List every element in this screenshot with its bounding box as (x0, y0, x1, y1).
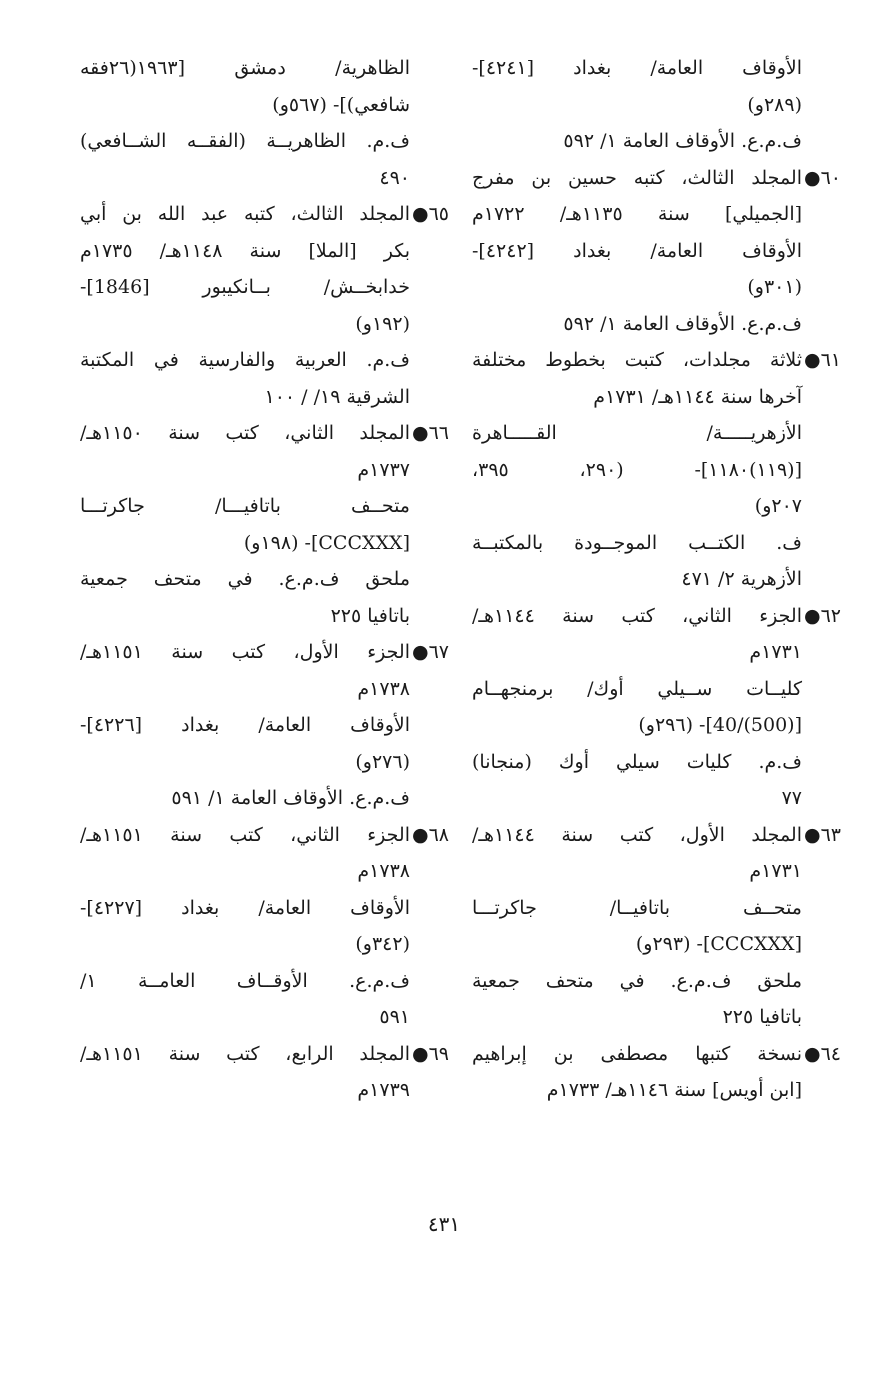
text-line (80, 853, 410, 890)
left-column (80, 50, 450, 1109)
text-line (472, 926, 802, 963)
entry-number: ٦١● (804, 349, 842, 371)
line-text: الأزهرية ٢/ ٤٧١ (681, 568, 802, 590)
line-text: ملحق ف.م.ع. في متحف جمعية (80, 568, 410, 590)
line-text: [الجميلي] سنة ١١٣٥هـ/ ١٧٢٢م (472, 203, 803, 225)
text-line (472, 233, 802, 270)
line-text: خدابخــش/ بــانكيبور [1846]- (80, 276, 410, 298)
text-line (472, 525, 802, 562)
text-line (80, 780, 410, 817)
line-text: ف.م.ع. الأوقــاف العامــة ١/ (80, 969, 410, 992)
text-line (80, 306, 410, 343)
line-text: ٤٩٠ (379, 166, 410, 189)
text-line (80, 671, 410, 708)
line-text: المجلد الأول، كتب سنة ١١٤٤هـ/ (472, 823, 802, 846)
text-line (80, 379, 410, 416)
line-text: [CCCXXX]- (١٩٨و) (243, 531, 410, 554)
text-line (80, 525, 410, 562)
line-text: ١٧٣٨م (357, 860, 410, 882)
text-line (472, 890, 802, 927)
text-line (472, 561, 802, 598)
text-line (80, 963, 410, 1000)
line-text: [ابن أويس] سنة ١١٤٦هـ/ ١٧٣٣م (546, 1079, 802, 1101)
line-text: الأوقاف العامة/ بغداد [٤٢٤١]- (472, 57, 802, 79)
line-text: [(500)/40]- (٢٩٦و) (638, 714, 802, 736)
line-text: (٢٨٩و) (747, 93, 802, 116)
entry-number: ٦٦● (412, 422, 450, 444)
text-line (80, 744, 410, 781)
text-line (472, 379, 802, 416)
text-line (472, 488, 802, 525)
line-text: الجزء الثاني، كتب سنة ١١٥١هـ/ (80, 823, 410, 846)
entry-first-line (80, 1036, 450, 1073)
text-line (472, 780, 802, 817)
text-line (80, 233, 410, 270)
entry-number: ٦٩● (412, 1042, 450, 1065)
line-text: الجزء الأول، كتب سنة ١١٥١هـ/ (80, 641, 410, 663)
line-text: الأزهريـــــة/ القـــــاهرة (472, 422, 802, 444)
line-text: المجلد الرابع، كتب سنة ١١٥١هـ/ (80, 1042, 410, 1065)
entry-number: ٦٣● (804, 823, 842, 846)
entry-first-line (472, 817, 842, 854)
line-text: الأوقاف العامة/ بغداد [٤٢٤٢]- (472, 239, 802, 262)
line-text: [(١١٩)١١٨٠]- (٢٩٠، ٣٩٥، (472, 458, 802, 481)
line-text: ف.م.ع. الأوقاف العامة ١/ ٥٩٢ (563, 130, 802, 152)
entry-first-line (80, 415, 450, 452)
line-text: ف.م.ع. الأوقاف العامة ١/ ٥٩١ (171, 787, 410, 809)
text-line (80, 561, 410, 598)
text-line (472, 452, 802, 489)
line-text: ملحق ف.م.ع. في متحف جمعية (472, 969, 802, 992)
line-text: ١٧٣٧م (357, 458, 410, 481)
text-line (80, 160, 410, 197)
text-line (80, 269, 410, 306)
right-column (472, 50, 842, 1109)
text-line (472, 1072, 802, 1109)
text-line (80, 452, 410, 489)
line-text: بكر [الملا] سنة ١١٤٨هـ/ ١٧٣٥م (80, 239, 411, 262)
line-text: ١٧٣٩م (357, 1079, 410, 1101)
text-line (80, 707, 410, 744)
line-text: (٢٧٦و) (355, 750, 410, 773)
text-line (80, 999, 410, 1036)
text-line (80, 123, 410, 160)
text-line (472, 196, 802, 233)
line-text: ف.م. كليات سيلي أوك (منجانا) (472, 750, 802, 773)
line-text: ثلاثة مجلدات، كتبت بخطوط مختلفة (472, 349, 802, 371)
line-text: (١٩٢و) (355, 312, 410, 335)
text-line (80, 890, 410, 927)
entry-first-line (80, 817, 450, 854)
text-line (472, 50, 802, 87)
text-line (80, 87, 410, 124)
line-text: آخرها سنة ١١٤٤هـ/ ١٧٣١م (593, 385, 802, 408)
text-line (472, 853, 802, 890)
line-text: متحــف باتافيــا/ جاكرتـــا (472, 896, 802, 919)
line-text: الأوقاف العامة/ بغداد [٤٢٢٧]- (80, 896, 410, 919)
line-text: المجلد الثالث، كتبه عبد الله بن أبي (80, 203, 410, 225)
line-text: ف. الكتــب الموجــودة بالمكتبــة (472, 531, 802, 554)
text-line (472, 306, 802, 343)
text-line (472, 707, 802, 744)
text-line (472, 415, 802, 452)
line-text: الشرقية ١٩/ / ١٠٠ (264, 385, 410, 408)
line-text: [CCCXXX]- (٢٩٣و) (635, 933, 802, 955)
text-line (472, 123, 802, 160)
line-text: (٣٠١و) (747, 276, 802, 298)
text-line (80, 1072, 410, 1109)
line-text: متحــف باتافيـــا/ جاكرتـــا (80, 495, 410, 517)
text-line (472, 634, 802, 671)
line-text: الأوقاف العامة/ بغداد [٤٢٢٦]- (80, 714, 410, 736)
entry-number: ٦٢● (804, 604, 842, 627)
entry-first-line (472, 1036, 842, 1073)
line-text: باتافيا ٢٢٥ (722, 1006, 802, 1028)
entry-number: ٦٥● (412, 203, 450, 225)
text-line (80, 598, 410, 635)
entry-first-line (472, 598, 842, 635)
entry-number: ٦٠● (804, 166, 842, 189)
text-line (472, 744, 802, 781)
line-text: باتافيا ٢٢٥ (330, 604, 410, 627)
text-line (472, 671, 802, 708)
text-line (80, 488, 410, 525)
entry-number: ٦٧● (412, 641, 450, 663)
entry-first-line (472, 342, 842, 379)
line-text: شافعي)]- (٥٦٧و) (272, 93, 410, 116)
line-text: ١٧٣٨م (357, 677, 410, 700)
text-line (472, 87, 802, 124)
text-line (472, 963, 802, 1000)
line-text: ف.م. الظاهريــة (الفقــه الشــافعي) (80, 130, 410, 152)
line-text: ١٧٣١م (749, 860, 802, 882)
line-text: المجلد الثالث، كتبه حسين بن مفرج (472, 166, 802, 189)
line-text: ١٧٣١م (749, 641, 802, 663)
entry-number: ٦٨● (412, 823, 450, 846)
entry-first-line (80, 634, 450, 671)
line-text: المجلد الثاني، كتب سنة ١١٥٠هـ/ (80, 422, 410, 444)
line-text: ف.م.ع. الأوقاف العامة ١/ ٥٩٢ (563, 312, 802, 335)
text-line (80, 50, 410, 87)
line-text: (٣٤٢و) (355, 933, 410, 955)
page-number: ٤٣١ (427, 1212, 461, 1236)
line-text: ٧٧ (781, 787, 802, 809)
entry-first-line (80, 196, 450, 233)
line-text: ف.م. العربية والفارسية في المكتبة (80, 349, 410, 371)
line-text: نسخة كتبها مصطفى بن إبراهيم (472, 1042, 802, 1065)
text-line (80, 926, 410, 963)
line-text: ٥٩١ (379, 1006, 410, 1028)
entry-first-line (472, 160, 842, 197)
line-text: الظاهرية/ دمشق [١٩٦٣(٢٦فقه (80, 57, 410, 79)
line-text: الجزء الثاني، كتب سنة ١١٤٤هـ/ (472, 604, 802, 627)
entry-number: ٦٤● (804, 1042, 842, 1065)
text-line (80, 342, 410, 379)
text-line (472, 999, 802, 1036)
line-text: ٢٠٧و) (754, 495, 802, 517)
line-text: كليــات ســيلي أوك/ برمنجهــام (472, 677, 802, 700)
text-line (472, 269, 802, 306)
